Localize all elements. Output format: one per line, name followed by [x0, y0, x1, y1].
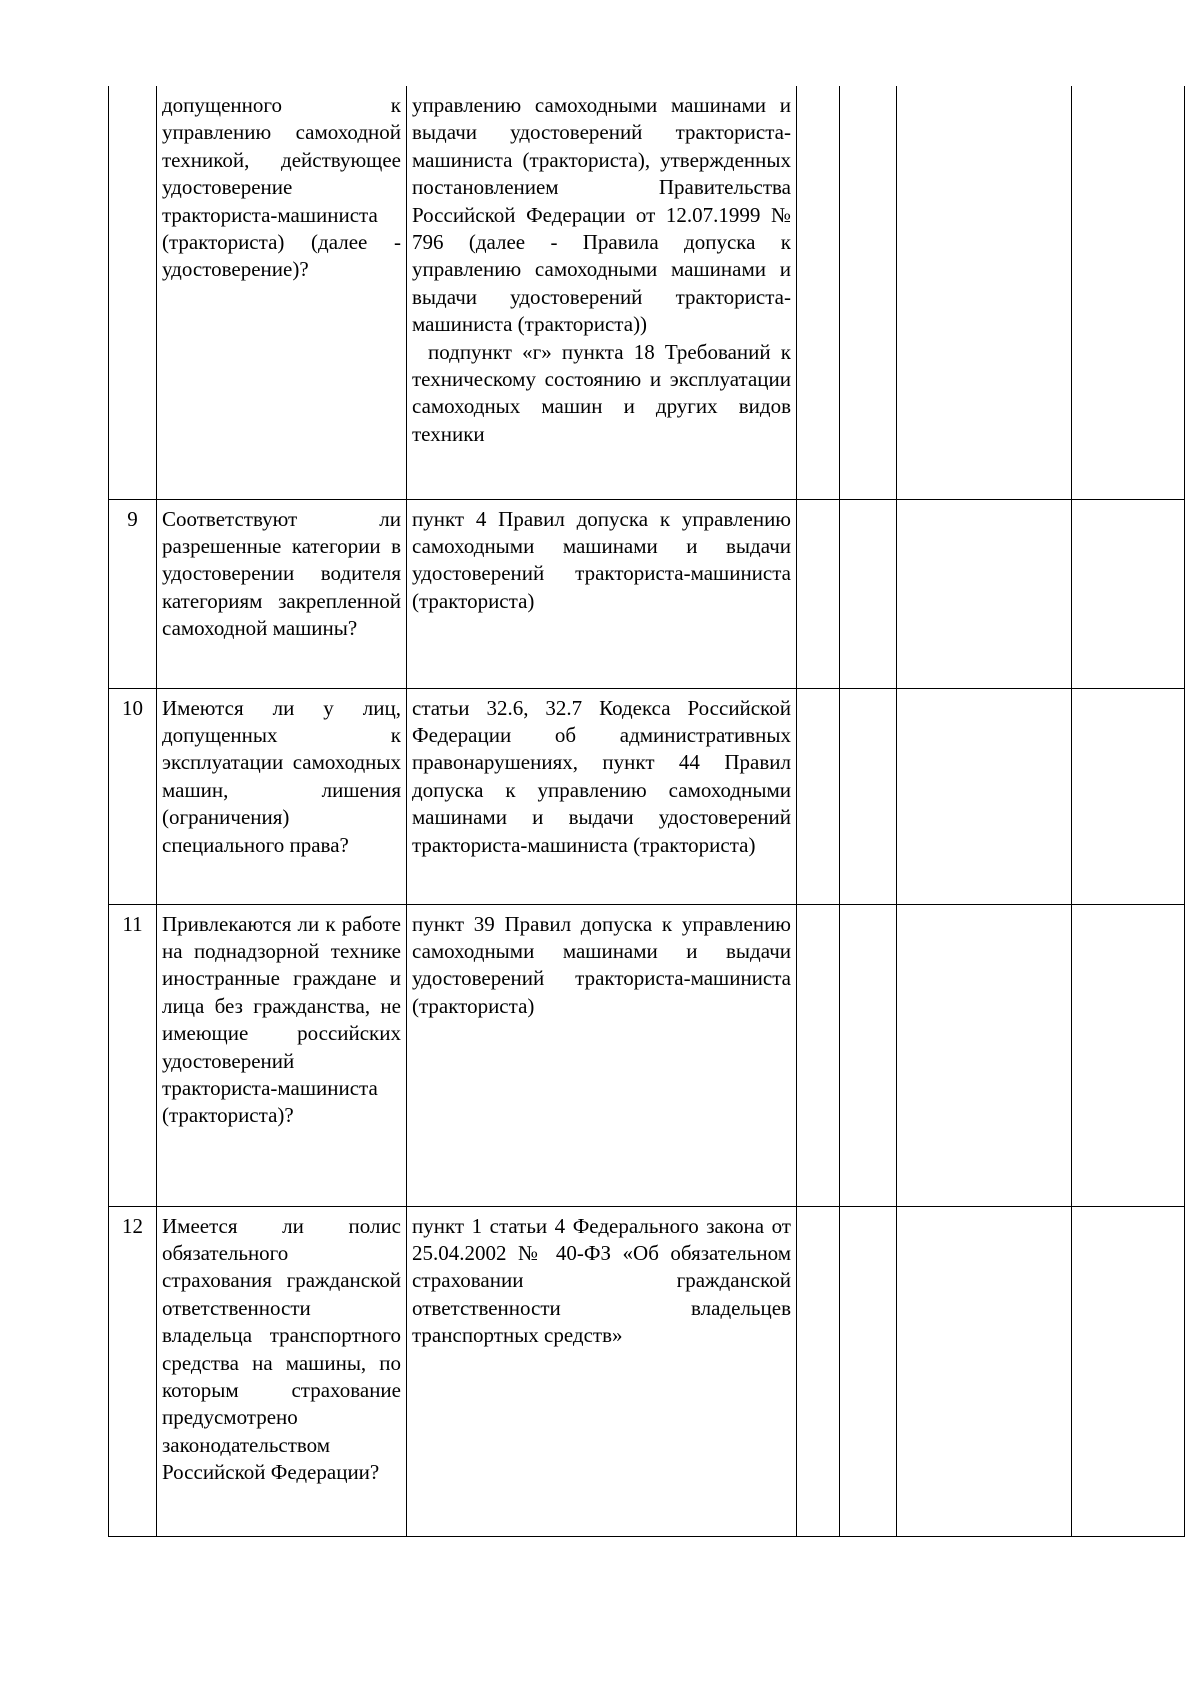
legal-reference-cell: пункт 1 статьи 4 Федерального закона от 25.04.2002 № 40-ФЗ «Об обязательном страховании гражданской ответственности владельцев транспортных средств» [407, 1206, 797, 1536]
row-number: 11 [109, 904, 157, 1206]
legal-reference-text: управлению самоходными машинами и выдачи удостоверений тракториста-машиниста (тракториста), утвержденных постановлением Правительства Российской Федерации от 12.07.1999 № 796 (далее - Правила допуска к управлению самоходными машинами и выдачи удостоверений тракториста-машиниста (тракториста)) [412, 93, 791, 337]
legal-reference-cell [407, 86, 797, 499]
question-cell: Привлекаются ли к работе на поднадзорной технике иностранные граждане и лица без гражданства, не имеющие российских удостоверений тракториста-машиниста (тракториста)? [157, 904, 407, 1206]
note-cell [1072, 688, 1185, 904]
answer-yes-cell [797, 86, 840, 499]
table-row [109, 904, 1185, 1206]
answer-yes-cell [797, 688, 840, 904]
not-applicable-cell [897, 688, 1072, 904]
not-applicable-cell [897, 86, 1072, 499]
row-number: 9 [109, 499, 157, 688]
legal-reference-cell: статьи 32.6, 32.7 Кодекса Российской Федерации об административных правонарушениях, пункт 44 Правил допуска к управлению самоходными машинами и выдачи удостоверений тракториста-машиниста (тракториста) [407, 688, 797, 904]
table-row [109, 86, 1185, 499]
question-cell: Имеются ли у лиц, допущенных к эксплуатации самоходных машин, лишения (ограничения) специального права? [157, 688, 407, 904]
legal-reference-text-extra: подпункт «г» пункта 18 Требований к техническому состоянию и эксплуатации самоходных машин и других видов техники [412, 339, 791, 446]
not-applicable-cell [897, 904, 1072, 1206]
checklist-table [108, 86, 1185, 1537]
not-applicable-cell [897, 1206, 1072, 1536]
table-row [109, 688, 1185, 904]
table-row [109, 1206, 1185, 1536]
question-cell: допущенного к управлению самоходной техникой, действующее удостоверение тракториста-машиниста (тракториста) (далее - удостоверение)? [157, 86, 407, 499]
question-cell: Имеется ли полис обязательного страхования гражданской ответственности владельца транспортного средства на машины, по которым страхование предусмотрено законодательством Российской Федерации? [157, 1206, 407, 1536]
answer-yes-cell [797, 904, 840, 1206]
note-cell [1072, 1206, 1185, 1536]
legal-reference-cell: пункт 39 Правил допуска к управлению самоходными машинами и выдачи удостоверений тракториста-машиниста (тракториста) [407, 904, 797, 1206]
answer-no-cell [840, 86, 897, 499]
note-cell [1072, 86, 1185, 499]
answer-yes-cell [797, 499, 840, 688]
note-cell [1072, 499, 1185, 688]
answer-no-cell [840, 499, 897, 688]
note-cell [1072, 904, 1185, 1206]
answer-no-cell [840, 904, 897, 1206]
answer-no-cell [840, 688, 897, 904]
table-row [109, 499, 1185, 688]
question-cell: Соответствуют ли разрешенные категории в удостоверении водителя категориям закрепленной самоходной машины? [157, 499, 407, 688]
not-applicable-cell [897, 499, 1072, 688]
row-number [109, 86, 157, 499]
answer-no-cell [840, 1206, 897, 1536]
row-number: 12 [109, 1206, 157, 1536]
legal-reference-cell: пункт 4 Правил допуска к управлению самоходными машинами и выдачи удостоверений тракториста-машиниста (тракториста) [407, 499, 797, 688]
answer-yes-cell [797, 1206, 840, 1536]
row-number: 10 [109, 688, 157, 904]
